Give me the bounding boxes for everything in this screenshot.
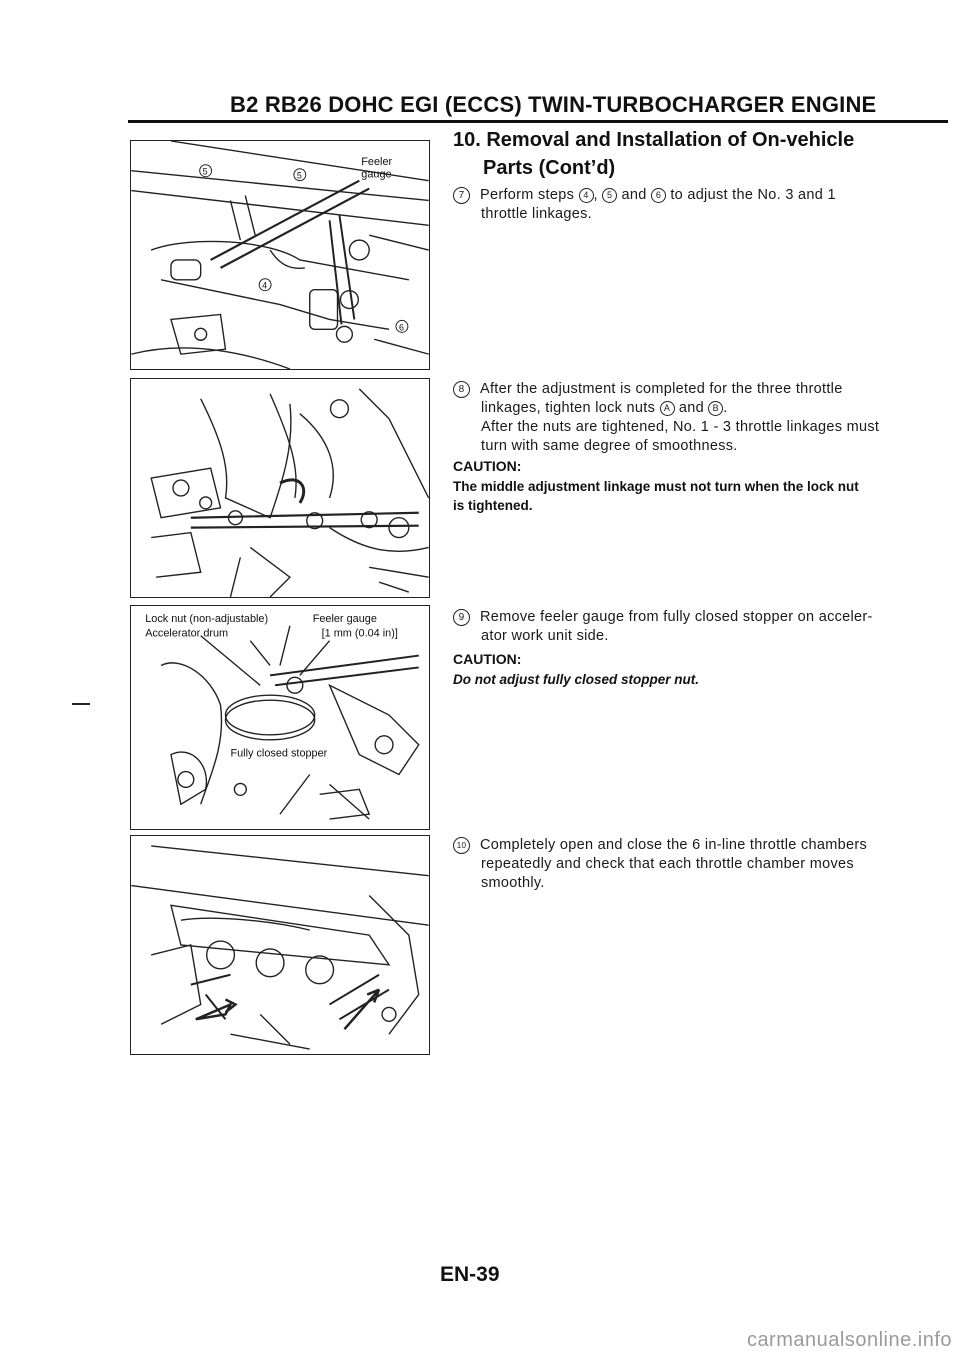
step-10-line3: smoothly.	[481, 875, 545, 891]
figure-1-illustration	[131, 141, 429, 369]
step-8-line3: After the nuts are tightened, No. 1 - 3 throttle linkages must	[481, 419, 880, 435]
step-10	[453, 836, 953, 893]
step-8-line1: After the adjustment is completed for the three throttle	[480, 381, 843, 397]
section-title-line2: Parts (Cont’d)	[483, 157, 616, 179]
step-9-number: 9	[453, 609, 470, 626]
step-8	[453, 380, 953, 456]
step-8-caution-line1: The middle adjustment linkage must not turn when the lock nut	[453, 479, 859, 494]
step-10-number: 10	[453, 837, 470, 854]
figure-3-illustration	[131, 606, 429, 829]
step-8-line4: turn with same degree of smoothness.	[481, 438, 738, 454]
fig1-label-feeler: Feeler	[361, 155, 393, 168]
step-8-line2: linkages, tighten lock nuts	[481, 400, 656, 416]
step-7-number: 7	[453, 187, 470, 204]
page-number: EN-39	[440, 1263, 500, 1286]
step-9-caution-label: CAUTION:	[453, 651, 522, 667]
step-8-caution-label: CAUTION:	[453, 458, 522, 474]
fig3-label-lock-nut: Lock nut (non-adjustable)	[145, 612, 269, 625]
step-7-ref-5: 5	[602, 188, 617, 203]
figure-lock-nut-tightening	[130, 378, 430, 598]
step-9-line2: ator work unit side.	[481, 628, 609, 644]
step-7-line2: throttle linkages.	[481, 206, 592, 222]
section-title	[453, 126, 854, 182]
step-7-separator: ,	[593, 187, 598, 203]
margin-mark	[72, 703, 90, 705]
step-7-and: and	[621, 187, 647, 203]
step-7-text-a: Perform steps	[480, 187, 575, 203]
step-8-ref-b: B	[708, 401, 723, 416]
step-8-number: 8	[453, 381, 470, 398]
step-10-line2: repeatedly and check that each throttle chamber moves	[481, 856, 854, 872]
figure-feeler-gauge-linkage	[130, 140, 430, 370]
step-7	[453, 186, 948, 224]
step-9-caution-line1: Do not adjust fully closed stopper nut.	[453, 672, 700, 687]
step-9-line1: Remove feeler gauge from fully closed stopper on acceler-	[480, 609, 873, 625]
step-8-and: and	[678, 400, 704, 416]
step-8-caution	[453, 477, 953, 515]
step-7-ref-4: 4	[579, 188, 594, 203]
figure-2-illustration	[131, 379, 429, 597]
figure-throttle-chambers	[130, 835, 430, 1055]
fig3-label-fully-closed-stopper: Fully closed stopper	[230, 747, 328, 760]
watermark: carmanualsonline.info	[746, 1329, 952, 1351]
fig1-label-gauge: gauge	[361, 168, 392, 181]
step-8-caution-line2: is tightened.	[453, 498, 533, 513]
section-title-line1: 10. Removal and Installation of On-vehicle	[453, 129, 855, 151]
step-8-ref-a: A	[660, 401, 675, 416]
fig1-callout-6: 6	[398, 322, 404, 333]
fig1-callout-5b: 5	[296, 170, 302, 181]
page-header-title: B2 RB26 DOHC EGI (ECCS) TWIN-TURBOCHARGER ENGINE	[230, 92, 877, 117]
fig3-label-feeler-gauge: Feeler gauge	[312, 612, 377, 625]
step-8-line2-end: .	[723, 400, 728, 416]
step-7-ref-6: 6	[651, 188, 666, 203]
fig1-callout-5a: 5	[202, 166, 208, 177]
step-7-text-b: to adjust the No. 3 and 1	[670, 187, 836, 203]
fig3-label-size: [1 mm (0.04 in)]	[321, 627, 398, 640]
step-9	[453, 608, 953, 646]
fig3-label-accelerator-drum: Accelerator drum	[145, 627, 229, 640]
fig1-callout-4: 4	[262, 280, 268, 291]
header-rule	[128, 120, 948, 123]
step-10-line1: Completely open and close the 6 in-line throttle chambers	[480, 837, 868, 853]
figure-fully-closed-stopper	[130, 605, 430, 830]
figure-4-illustration	[131, 836, 429, 1054]
